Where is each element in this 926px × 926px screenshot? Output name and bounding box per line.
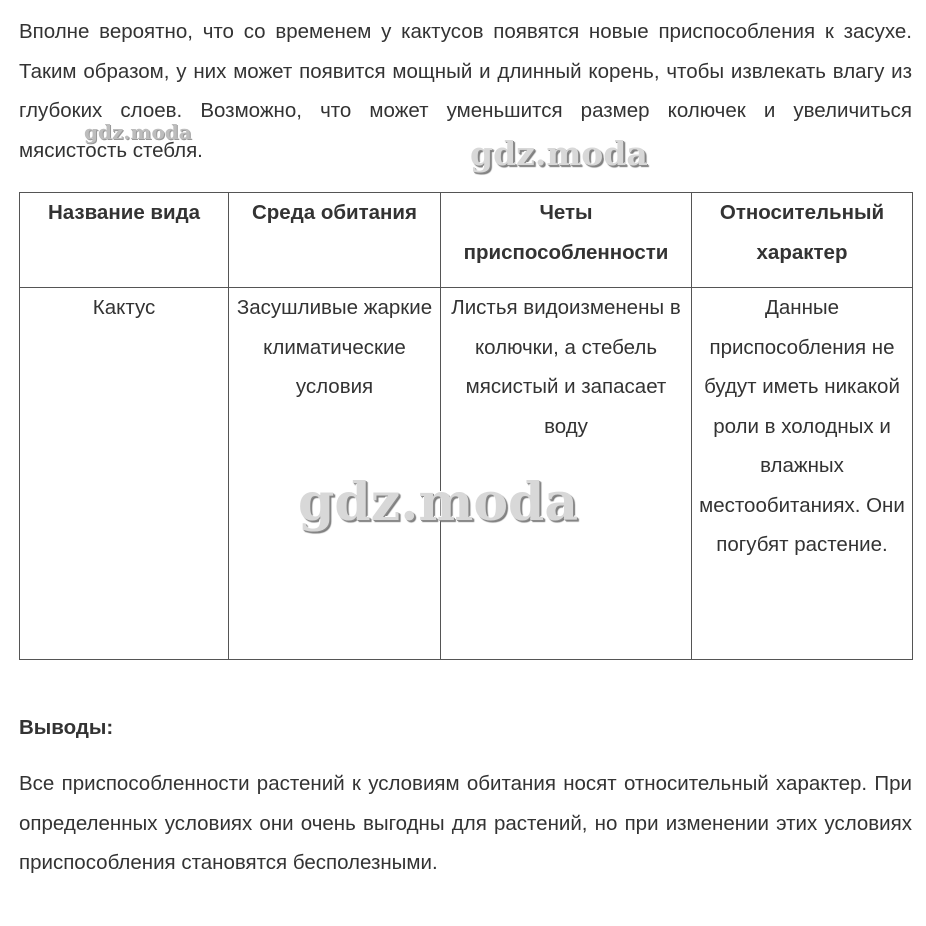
- header-habitat: Среда обитания: [229, 193, 441, 288]
- adaptation-table: [19, 192, 913, 660]
- intro-paragraph: Вполне вероятно, что со временем у кактусов появятся новые приспособления к засухе. Таким образом, у них может появится мощный и длинный корень, чтобы извлекать влагу из глубоких слоев. Возможно, что может уменьшится размер колючек и увеличиться мясистость стебля.: [19, 20, 912, 162]
- cell-habitat: Засушливые жаркие климатические условия: [229, 288, 441, 660]
- table-row: [20, 288, 913, 660]
- table-header-row: [20, 193, 913, 288]
- cell-species: Кактус: [20, 288, 229, 660]
- watermark-logo: gdz.moda: [470, 134, 648, 173]
- header-adaptation-traits: Четы приспособленности: [441, 193, 692, 288]
- cell-adaptation: Листья видоизменены в колючки, а стебель мясистый и запасает воду: [441, 288, 692, 660]
- watermark-logo: gdz.moda: [84, 120, 192, 144]
- conclusions-heading: Выводы:: [19, 716, 114, 739]
- header-species-name: Название вида: [20, 193, 229, 288]
- cell-relative-character: Данные приспособления не будут иметь никакой роли в холодных и влажных местообитаниях. Они погубят растение.: [692, 288, 913, 660]
- header-relative-character: Относительный характер: [692, 193, 913, 288]
- watermark-logo: gdz.moda: [298, 472, 579, 533]
- conclusions-paragraph: Все приспособленности растений к условиям обитания носят относительный характер. При определенных условиях они очень выгодны для растений, но при изменении этих условиях приспособления становятся бесполезными.: [19, 772, 912, 874]
